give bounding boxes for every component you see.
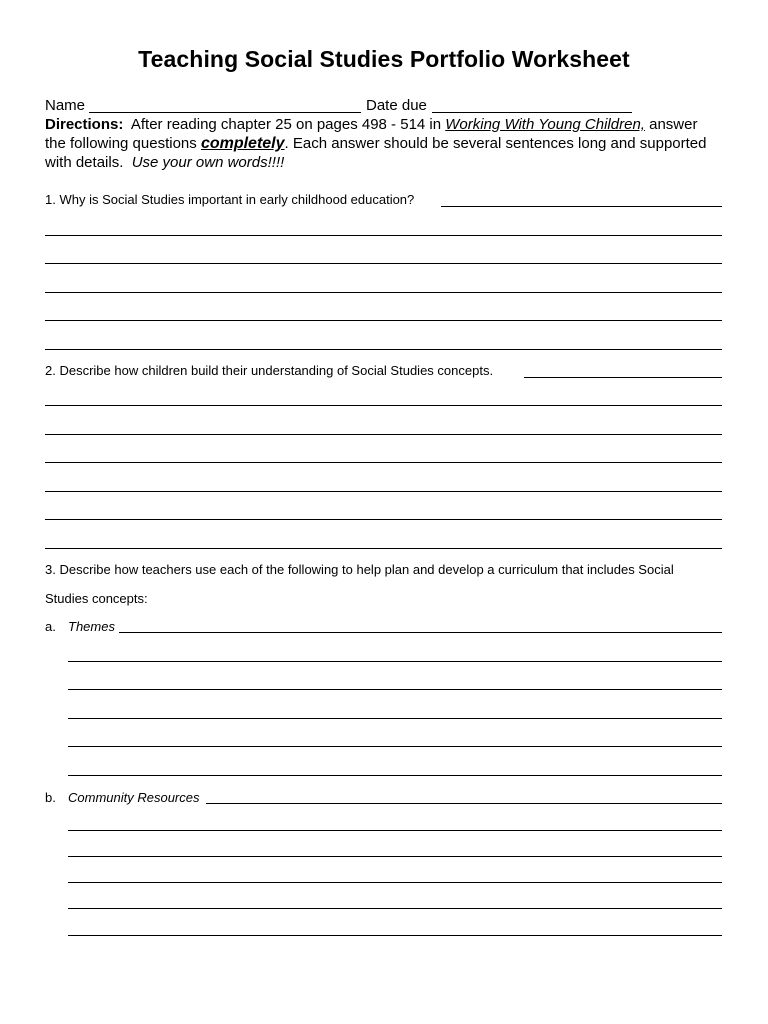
question-1: 1. Why is Social Studies important in early childhood education? [45,192,415,207]
directions-text-3: the following questions [45,135,197,152]
answer-line[interactable] [68,661,722,662]
answer-line[interactable] [45,349,722,350]
directions-line-1 [45,115,697,134]
answer-line[interactable] [45,263,722,264]
directions-line-3 [45,153,284,172]
book-title: Working With Young Children, [445,116,645,133]
answer-line[interactable] [45,434,722,435]
directions-line-2 [45,134,706,153]
question-2: 2. Describe how children build their understanding of Social Studies concepts. [45,363,494,378]
answer-line[interactable] [68,856,722,857]
directions-emphasis: completely [200,135,285,152]
answer-line[interactable] [45,519,722,520]
subitem-b-letter: b. [45,790,56,805]
answer-line[interactable] [68,775,722,776]
date-due-label: Date due [366,97,427,114]
subitem-a-letter: a. [45,619,56,634]
answer-line[interactable] [68,935,722,936]
directions-text-1: After reading chapter 25 on pages 498 - 514 in [130,116,442,133]
subitem-a-label: Themes [68,619,115,634]
directions-text-4: . Each answer should be several sentences long and supported [284,135,707,152]
answer-line[interactable] [68,746,722,747]
answer-line[interactable] [68,882,722,883]
answer-line[interactable] [524,377,722,378]
answer-line[interactable] [441,206,722,207]
answer-line[interactable] [68,689,722,690]
worksheet-title: Teaching Social Studies Portfolio Worksheet [138,46,630,72]
directions-text-2: answer [649,116,698,133]
answer-line[interactable] [45,405,722,406]
answer-line[interactable] [206,803,722,804]
answer-line[interactable] [45,235,722,236]
directions-text-5: with details. [45,154,124,171]
directions-own-words: Use your own words!!!! [131,154,285,171]
name-field-line[interactable] [89,112,361,113]
question-3-line-1: 3. Describe how teachers use each of the following to help plan and develop a curriculum that includes Social [45,562,674,577]
question-3-line-2: Studies concepts: [45,591,148,606]
answer-line[interactable] [68,908,722,909]
answer-line[interactable] [45,491,722,492]
answer-line[interactable] [119,632,722,633]
answer-line[interactable] [45,548,722,549]
date-field-line[interactable] [432,112,632,113]
answer-line[interactable] [45,292,722,293]
answer-line[interactable] [45,462,722,463]
directions-label: Directions: [45,116,124,133]
subitem-b-label: Community Resources [68,790,200,805]
name-label: Name [45,97,86,114]
answer-line[interactable] [68,830,722,831]
answer-line[interactable] [68,718,722,719]
answer-line[interactable] [45,320,722,321]
